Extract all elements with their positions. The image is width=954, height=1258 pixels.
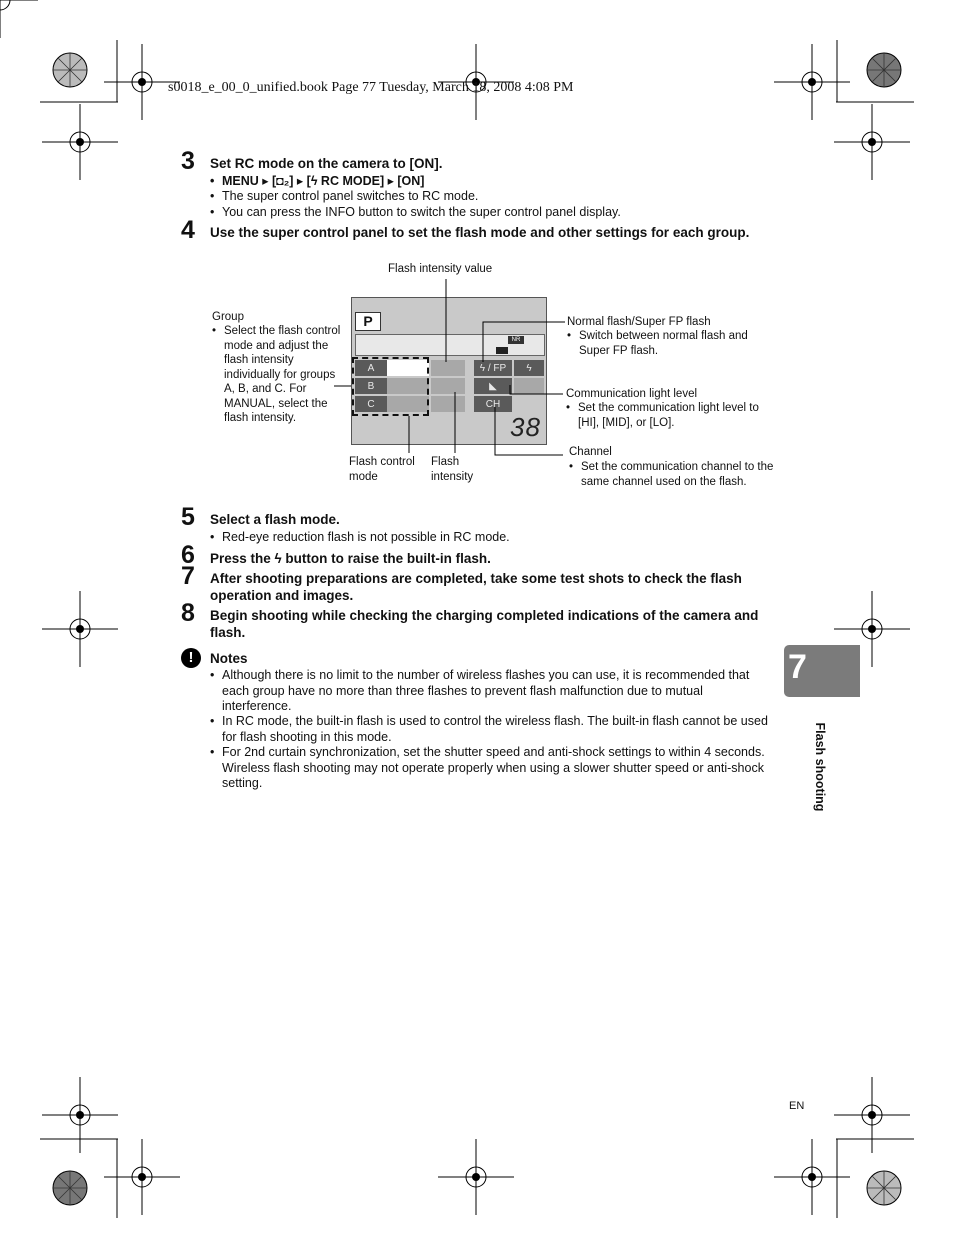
group-c-cell: C	[355, 396, 387, 412]
step-4-number: 4	[181, 216, 195, 244]
step-8-number: 8	[181, 599, 195, 627]
label-communication-light: Communication light level	[566, 388, 698, 400]
label-communication-light-desc: • Set the communication light level to [HI], [MID], or [LO].	[566, 401, 778, 430]
step-4-title: Use the super control panel to set the flash mode and other settings for each group.	[210, 225, 750, 240]
step-5-bullet: • Red-eye reduction flash is not possible in RC mode.	[210, 530, 770, 546]
step-3-bullet: • You can press the INFO button to switch the super control panel display.	[210, 205, 770, 221]
fp-flash-cell: ϟ / FP	[474, 360, 512, 376]
step-3-bullet: • The super control panel switches to RC mode.	[210, 189, 770, 205]
step-7-number: 7	[181, 562, 195, 590]
label-group: Group	[212, 311, 244, 323]
note-item: • For 2nd curtain synchronization, set the shutter speed and anti-shock settings to within 4 seconds. Wireless flash shooting may not operate properly when using a slower shutter speed or anti-shock setting.	[210, 745, 770, 792]
super-control-panel: P NR A ϟ / FP ϟ B ◣ C CH 38	[351, 297, 547, 445]
label-flash-intensity: Flash intensity	[431, 456, 474, 483]
step-5-title: Select a flash mode.	[210, 512, 340, 527]
note-item: • In RC mode, the built-in flash is used to control the wireless flash. The built-in flash cannot be used for flash shooting in this mode.	[210, 714, 770, 745]
label-normal-flash: Normal flash/Super FP flash	[567, 316, 711, 328]
step-5-number: 5	[181, 503, 195, 531]
nr-badge: NR	[508, 336, 524, 344]
step-3-menu-path: • MENU ▸ [◘₂] ▸ [ϟ RC MODE] ▸ [ON]	[210, 174, 770, 190]
mode-indicator: P	[355, 312, 381, 331]
notes-title: Notes	[210, 651, 248, 666]
step-8-title: Begin shooting while checking the charging completed indications of the camera and flash.	[210, 608, 759, 640]
label-normal-flash-desc: • Switch between normal flash and Super FP flash.	[567, 329, 779, 358]
label-channel: Channel	[569, 446, 612, 458]
language-code: EN	[789, 1100, 805, 1112]
channel-label: CH	[474, 396, 512, 412]
label-flash-intensity-value: Flash intensity value	[388, 263, 493, 275]
channel-value: 38	[510, 412, 541, 442]
chapter-number: 7	[788, 648, 807, 686]
book-header: s0018_e_00_0_unified.book Page 77 Tuesday, March 18, 2008 4:08 PM	[168, 80, 574, 95]
note-item: • Although there is no limit to the number of wireless flashes you can use, it is recommended that each group have no more than three flashes to prevent flash malfunction due to mutual interference.	[210, 668, 770, 715]
step-3-title: Set RC mode on the camera to [ON].	[210, 156, 443, 171]
label-flash-control-mode: Flash control mode	[349, 456, 415, 483]
step-6-title: Press the ϟ button to raise the built-in flash.	[210, 551, 491, 566]
label-group-desc: • Select the flash control mode and adjust the flash intensity individually for groups A, B, and C. For MANUAL, select the flash intensity.	[212, 324, 346, 426]
group-b-cell: B	[355, 378, 387, 394]
step-6-number: 6	[181, 541, 195, 569]
label-channel-desc: • Set the communication channel to the same channel used on the flash.	[569, 460, 781, 489]
group-a-cell: A	[355, 360, 387, 376]
step-7-title: After shooting preparations are completed, take some test shots to check the flash operation and images.	[210, 571, 742, 603]
caution-icon: !	[181, 648, 201, 668]
chapter-label: Flash shooting	[813, 722, 827, 812]
step-3-number: 3	[181, 147, 195, 175]
